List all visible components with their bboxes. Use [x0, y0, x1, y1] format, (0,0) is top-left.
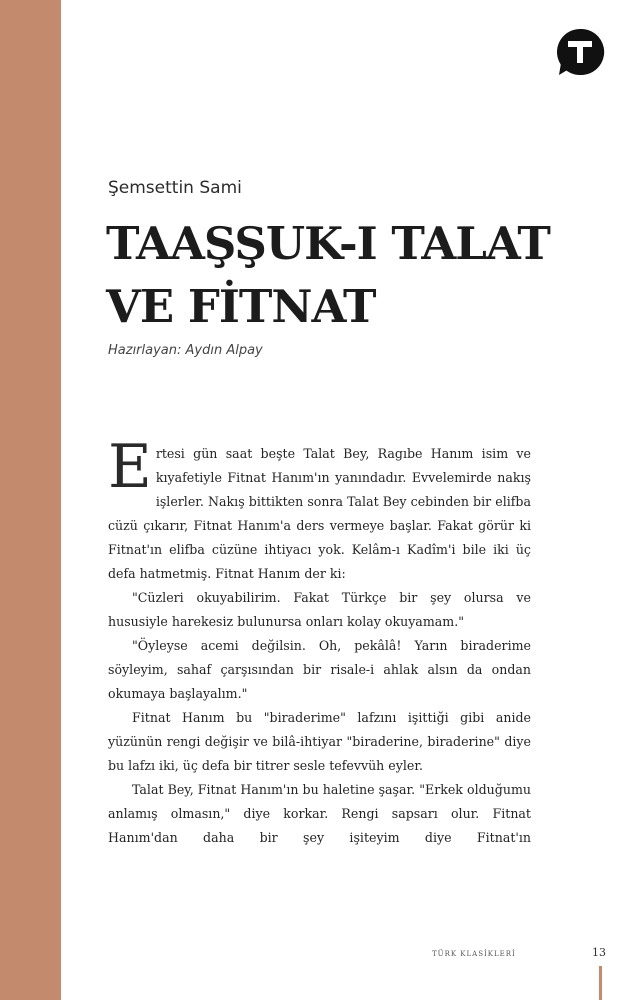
drop-cap: E — [108, 432, 152, 502]
paragraph-5: Talat Bey, Fitnat Hanım'ın bu haletine şaşar. "Erkek olduğumu anlamış olmasın," diye korkar. Rengi sapsarı olur. Fitnat Hanım'dan daha bir şey işiteyim diye Fitnat'ın — [108, 782, 531, 845]
paragraph-1 — [108, 432, 531, 586]
paragraph-4: Fitnat Hanım bu "biraderime" lafzını işittiği gibi anide yüzünün rengi değişir ve bilâ-ihtiyar "biraderine, biraderine" diye bu lafzı iki, üç defa bir titrer sesle tefevvüh eyler. — [108, 710, 531, 773]
series-name: TÜRK KLASİKLERİ — [432, 950, 516, 958]
page-marker-bar — [599, 966, 602, 1000]
paragraph-3: "Öyleyse acemi değilsin. Oh, pekâlâ! Yarın biraderime söyleyim, sahaf çarşısından bir risale-i ahlak alsın da ondan okumaya başlayalım." — [108, 638, 531, 701]
author-name: Şemsettin Sami — [108, 178, 242, 198]
paragraph-2: "Cüzleri okuyabilirim. Fakat Türkçe bir şey olursa ve hususiyle harekesiz bulunursa onları kolay okuyamam." — [108, 590, 531, 629]
paragraph-1-text: rtesi gün saat beşte Talat Bey, Ragıbe Hanım isim ve kıyafetiyle Fitnat Hanım'ın yanındadır. Evvelemirde nakış işlerler. Nakış bittikten sonra Talat Bey cebinden bir elifba cüzü çıkarır, Fitnat Hanım'a ders vermeye başlar. Fakat görür ki Fitnat'ın elifba cüzüne ihtiyacı yok. Kelâm-ı Kadîm'i bile iki üç defa hatmetmiş. Fitnat Hanım der ki: — [108, 446, 531, 581]
editor-credit: Hazırlayan: Aydın Alpay — [108, 343, 263, 358]
title-line-1: TAAŞŞUK-I TALAT — [106, 217, 550, 270]
body-text — [108, 432, 531, 850]
page-number: 13 — [592, 946, 606, 959]
title-line-2: VE FİTNAT — [106, 280, 376, 333]
accent-band — [0, 0, 61, 1000]
publisher-t-logo-icon — [555, 27, 605, 77]
book-title — [106, 212, 586, 338]
